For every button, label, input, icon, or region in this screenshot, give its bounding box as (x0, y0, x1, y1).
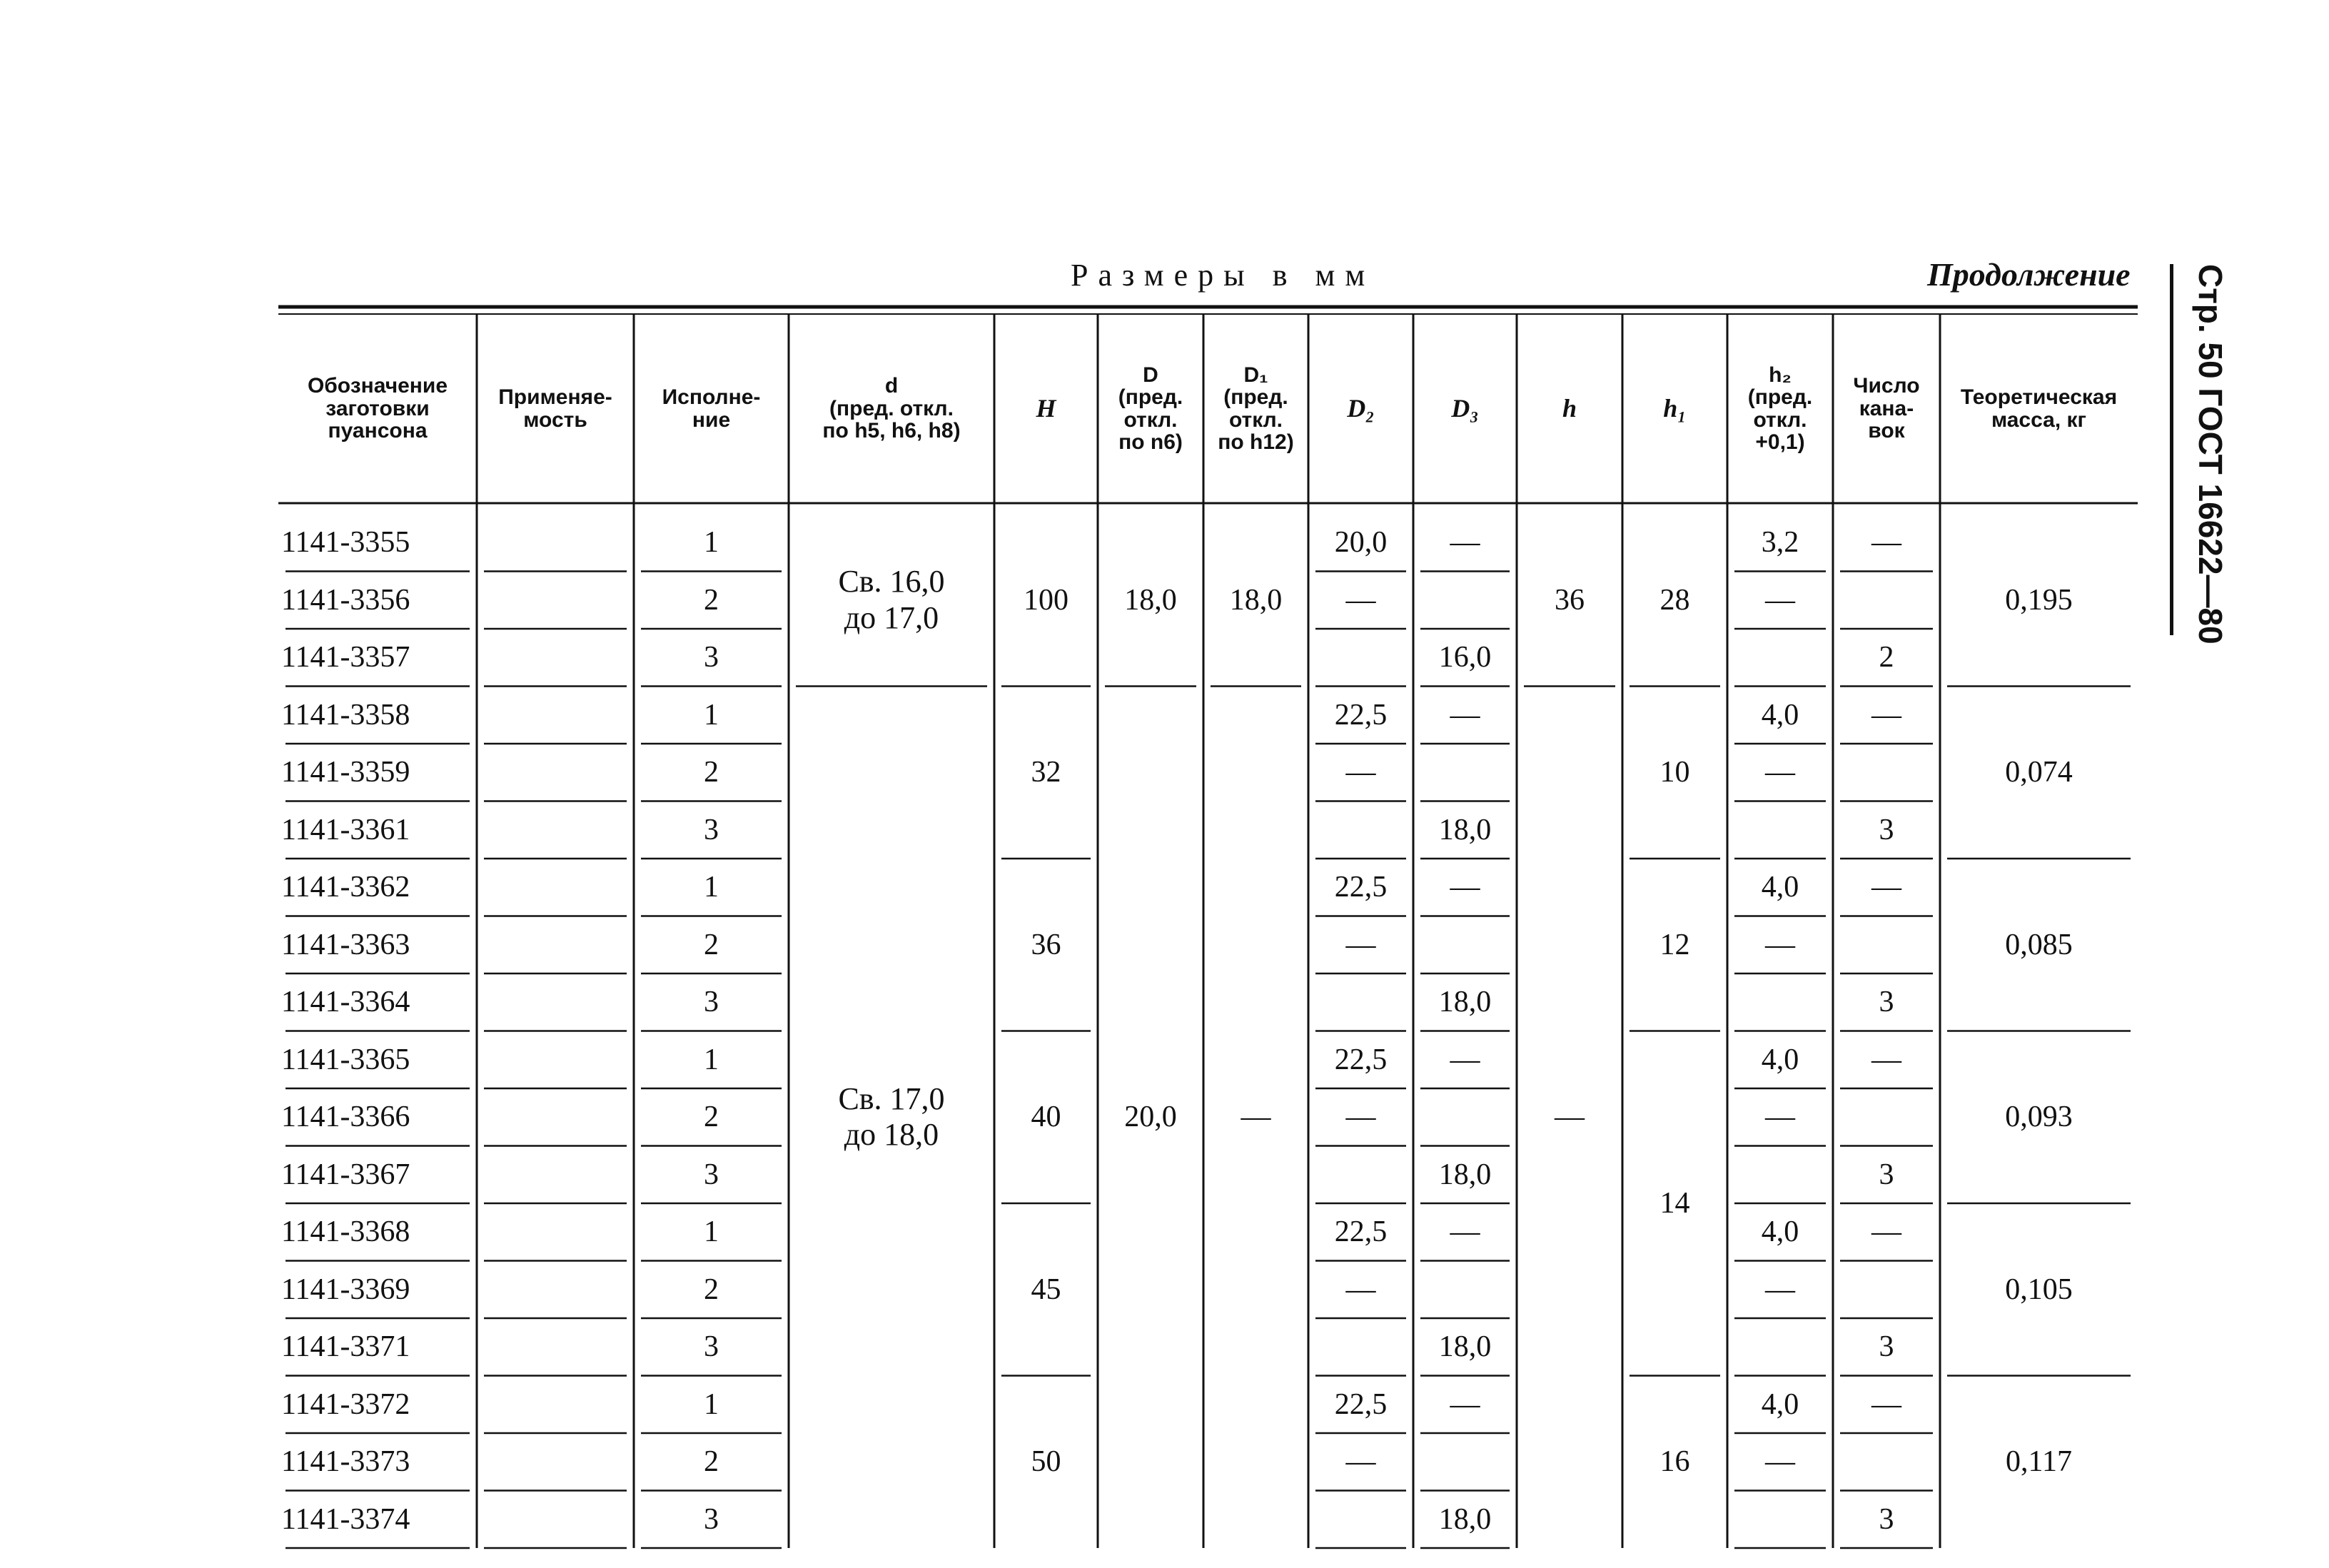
cell-code: 1141-3356 (281, 583, 410, 617)
cell-grooves: 3 (1879, 1158, 1894, 1191)
cell-grooves: — (1871, 871, 1901, 904)
cell-D2: — (1345, 1445, 1376, 1479)
cell-grooves: 3 (1879, 1502, 1894, 1536)
cell-grooves (1833, 916, 1940, 974)
cell-D2: — (1345, 928, 1376, 961)
cell-grooves (1833, 1433, 1940, 1491)
group-mass: 0,105 (2005, 1273, 2073, 1306)
cell-variant: 2 (704, 1273, 719, 1306)
column-header-h: h (1562, 393, 1577, 423)
cell-D3: 16,0 (1438, 641, 1492, 674)
cell-D3: 18,0 (1438, 1502, 1492, 1536)
group-h1: 10 (1659, 756, 1690, 789)
cell-code: 1141-3371 (281, 1330, 410, 1364)
cell-grooves: — (1871, 1043, 1901, 1076)
group-h1: 16 (1659, 1445, 1690, 1479)
cell-code: 1141-3362 (281, 871, 410, 904)
cell-variant: 1 (704, 526, 719, 560)
cell-D2: — (1345, 583, 1376, 617)
cell-D3: 18,0 (1438, 986, 1492, 1019)
cell-grooves (1833, 1261, 1940, 1319)
cell-code: 1141-3361 (281, 813, 410, 846)
column-header-variant: Исполне- ние (662, 385, 761, 432)
cell-grooves: 3 (1879, 986, 1894, 1019)
cell-variant: 1 (704, 1387, 719, 1421)
cell-D3 (1413, 1261, 1517, 1319)
cell-D3: — (1450, 1215, 1480, 1249)
continuation-label: Продолжение (1927, 256, 2131, 293)
cell-h2: — (1765, 1445, 1795, 1479)
cell-D2 (1308, 629, 1413, 687)
cell-grooves: — (1871, 1215, 1901, 1249)
cell-applicability (477, 572, 634, 629)
cell-variant: 2 (704, 583, 719, 617)
cell-code: 1141-3372 (281, 1387, 410, 1421)
cell-D2: — (1345, 1101, 1376, 1134)
cell-h2: 3,2 (1761, 526, 1799, 560)
cell-grooves (1833, 744, 1940, 801)
cell-D3: 18,0 (1438, 1158, 1492, 1191)
cell-applicability (477, 744, 634, 801)
cell-variant: 1 (704, 698, 719, 732)
cell-grooves: 3 (1879, 1330, 1894, 1364)
cell-h2: — (1765, 1273, 1795, 1306)
cell-D3: — (1450, 1387, 1480, 1421)
cell-applicability (477, 1146, 634, 1204)
cell-variant: 2 (704, 756, 719, 789)
group-mass: 0,085 (2005, 928, 2073, 961)
cell-D2 (1308, 1491, 1413, 1549)
cell-D3 (1413, 744, 1517, 801)
column-header-H: H (1036, 393, 1056, 423)
group-mass: 0,195 (2005, 583, 2073, 617)
group-H: 45 (1031, 1273, 1061, 1306)
group-H: 40 (1031, 1101, 1061, 1134)
group-h: 36 (1555, 583, 1585, 617)
cell-applicability (477, 801, 634, 859)
cell-code: 1141-3374 (281, 1502, 410, 1536)
cell-code: 1141-3355 (281, 526, 410, 560)
cell-grooves: — (1871, 1387, 1901, 1421)
cell-variant: 3 (704, 986, 719, 1019)
cell-variant: 3 (704, 1330, 719, 1364)
cell-h2 (1727, 629, 1833, 687)
cell-D3: — (1450, 871, 1480, 904)
column-header-h2: h₂ (пред. откл. +0,1) (1747, 363, 1813, 454)
cell-D2: 22,5 (1334, 1043, 1388, 1076)
cell-D3 (1413, 572, 1517, 629)
cell-h2 (1727, 1491, 1833, 1549)
cell-h2 (1727, 801, 1833, 859)
cell-applicability (477, 1088, 634, 1146)
group-D: 18,0 (1124, 583, 1177, 617)
cell-D2 (1308, 973, 1413, 1031)
group-d: Св. 17,0 до 18,0 (838, 1081, 945, 1153)
cell-D2 (1308, 801, 1413, 859)
cell-grooves: — (1871, 698, 1901, 732)
cell-applicability (477, 1261, 634, 1319)
cell-variant: 2 (704, 1445, 719, 1479)
cell-variant: 3 (704, 641, 719, 674)
column-header-d: d (пред. откл. по h5, h6, h8) (822, 374, 961, 443)
column-header-mass: Теоретическая масса, кг (1960, 385, 2118, 432)
page-number-label: Стр. 50 ГОСТ 16622—80 (2192, 264, 2229, 644)
cell-D2 (1308, 1146, 1413, 1204)
group-D: 20,0 (1124, 1101, 1177, 1134)
cell-variant: 3 (704, 1158, 719, 1191)
cell-applicability (477, 1031, 634, 1089)
cell-variant: 2 (704, 928, 719, 961)
cell-D3: — (1450, 526, 1480, 560)
cell-variant: 2 (704, 1101, 719, 1134)
cell-D3: — (1450, 698, 1480, 732)
cell-applicability (477, 687, 634, 744)
cell-code: 1141-3368 (281, 1215, 410, 1249)
column-header-D2: D₂ (1347, 393, 1375, 423)
cell-h2: — (1765, 928, 1795, 961)
cell-applicability (477, 859, 634, 916)
cell-h2: — (1765, 583, 1795, 617)
group-H: 50 (1031, 1445, 1061, 1479)
group-D1: — (1241, 1101, 1271, 1134)
cell-variant: 3 (704, 1502, 719, 1536)
cell-D2: 22,5 (1334, 1387, 1388, 1421)
cell-grooves (1833, 1088, 1940, 1146)
column-header-D1: D₁ (пред. откл. по h12) (1218, 363, 1294, 454)
cell-variant: 1 (704, 1215, 719, 1249)
cell-h2 (1727, 1318, 1833, 1376)
cell-D3 (1413, 916, 1517, 974)
cell-h2: 4,0 (1761, 1215, 1799, 1249)
cell-D2: — (1345, 1273, 1376, 1306)
cell-D2 (1308, 1318, 1413, 1376)
cell-D2: — (1345, 756, 1376, 789)
cell-h2: 4,0 (1761, 1387, 1799, 1421)
cell-applicability (477, 916, 634, 974)
cell-h2: — (1765, 756, 1795, 789)
cell-code: 1141-3359 (281, 756, 410, 789)
cell-D2: 22,5 (1334, 1215, 1388, 1249)
group-mass: 0,074 (2005, 756, 2073, 789)
cell-h2: 4,0 (1761, 1043, 1799, 1076)
cell-D3 (1413, 1088, 1517, 1146)
cell-h2: 4,0 (1761, 871, 1799, 904)
cell-D2: 22,5 (1334, 871, 1388, 904)
cell-applicability (477, 1491, 634, 1549)
cell-code: 1141-3364 (281, 986, 410, 1019)
cell-D3: 18,0 (1438, 813, 1492, 846)
cell-h2 (1727, 973, 1833, 1031)
cell-h2: 4,0 (1761, 698, 1799, 732)
cell-h2: — (1765, 1101, 1795, 1134)
cell-grooves: 3 (1879, 813, 1894, 846)
group-H: 32 (1031, 756, 1061, 789)
cell-code: 1141-3367 (281, 1158, 410, 1191)
cell-applicability (477, 1203, 634, 1261)
group-h1: 14 (1659, 1186, 1690, 1220)
cell-applicability (477, 629, 634, 687)
group-H: 36 (1031, 928, 1061, 961)
cell-code: 1141-3363 (281, 928, 410, 961)
group-h1: 12 (1659, 928, 1690, 961)
column-header-code: Обозначение заготовки пуансона (307, 374, 448, 443)
group-H: 100 (1024, 583, 1068, 617)
group-mass: 0,117 (2006, 1445, 2072, 1479)
group-h: — (1555, 1101, 1585, 1134)
cell-variant: 1 (704, 1043, 719, 1076)
group-h1: 28 (1659, 583, 1690, 617)
cell-code: 1141-3365 (281, 1043, 410, 1076)
cell-D3: — (1450, 1043, 1480, 1076)
cell-variant: 1 (704, 871, 719, 904)
cell-variant: 3 (704, 813, 719, 846)
caption-sizes-in-mm: Размеры в мм (1071, 258, 1375, 293)
cell-h2 (1727, 1146, 1833, 1204)
cell-applicability (477, 1318, 634, 1376)
group-d: Св. 16,0 до 17,0 (838, 564, 945, 635)
cell-code: 1141-3369 (281, 1273, 410, 1306)
cell-grooves: — (1871, 526, 1901, 560)
group-D1: 18,0 (1229, 583, 1283, 617)
cell-grooves (1833, 572, 1940, 629)
column-header-grooves: Число кана- вок (1853, 374, 1920, 443)
cell-D2: 20,0 (1334, 526, 1388, 560)
group-mass: 0,093 (2005, 1101, 2073, 1134)
cell-grooves: 2 (1879, 641, 1894, 674)
cell-code: 1141-3366 (281, 1101, 410, 1134)
cell-D3 (1413, 1433, 1517, 1491)
cell-code: 1141-3373 (281, 1445, 410, 1479)
cell-code: 1141-3358 (281, 698, 410, 732)
column-header-D: D (пред. откл. по n6) (1118, 363, 1183, 454)
column-header-h1: h₁ (1663, 393, 1687, 423)
column-header-applic: Применяе- мость (498, 385, 612, 432)
cell-D3: 18,0 (1438, 1330, 1492, 1364)
cell-applicability (477, 1376, 634, 1434)
cell-code: 1141-3357 (281, 641, 410, 674)
cell-applicability (477, 973, 634, 1031)
cell-D2: 22,5 (1334, 698, 1388, 732)
cell-applicability (477, 1433, 634, 1491)
column-header-D3: D₃ (1451, 393, 1479, 423)
cell-applicability (477, 514, 634, 572)
